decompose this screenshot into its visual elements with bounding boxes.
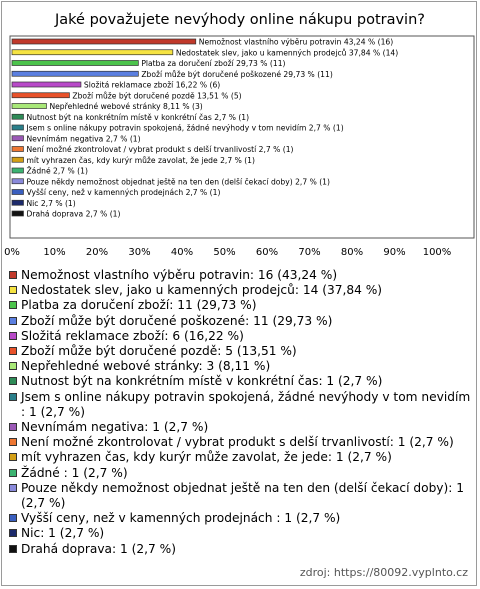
bar-label-0: Nemožnost vlastního výběru potravin 43,24 % (16)	[198, 37, 394, 47]
legend-item-6	[9, 359, 475, 374]
legend-item-16	[9, 542, 475, 557]
bar-label-3: Zboží může být doručené poškozené 29,73 % (11)	[141, 69, 333, 79]
bar-label-10: Není možné zkontrolovat / vybrat produkt s delší trvanlivostí 2,7 % (1)	[26, 145, 294, 154]
legend-swatch-6	[9, 362, 17, 370]
bar-14	[12, 190, 23, 195]
bar-label-1: Nedostatek slev, jako u kamenných prodejců 37,84 % (14)	[175, 48, 399, 58]
x-tick-label-1: 10%	[43, 247, 66, 258]
bar-label-13: Pouze někdy nemožnost objednat ještě na ten den (delší čekací doby) 2,7 % (1)	[26, 177, 330, 187]
x-tick-label-2: 20%	[85, 247, 109, 258]
chart-frame	[1, 1, 477, 586]
bar-8	[12, 125, 23, 130]
legend-item-1	[9, 283, 475, 298]
legend-swatch-2	[9, 301, 17, 309]
x-tick-label-5: 50%	[213, 247, 236, 258]
bar-label-15: Nic 2,7 % (1)	[26, 198, 76, 208]
legend-text-16: Drahá doprava: 1 (2,7 %)	[21, 541, 176, 556]
bar-6	[12, 104, 46, 109]
bar-16	[12, 211, 23, 216]
legend-text-10: Není možné zkontrolovat / vybrat produkt s delší trvanlivostí: 1 (2,7 %)	[21, 435, 454, 450]
legend-text-4: Složitá reklamace zboží: 6 (16,22 %)	[21, 328, 244, 343]
bar-12	[12, 168, 23, 173]
legend-text-3: Zboží může být doručené poškozené: 11 (29,73 %)	[21, 313, 333, 328]
legend-swatch-7	[9, 377, 17, 385]
bar-label-7: Nutnost být na konkrétním místě v konkrétní čas 2,7 % (1)	[26, 112, 250, 122]
legend-item-10	[9, 435, 475, 450]
legend-text-8: Jsem s online nákupy potravin spokojená, žádné nevýhody v tom nevidím : 1 (2,7 %)	[21, 389, 471, 419]
legend-item-12	[9, 466, 475, 481]
bar-label-16: Drahá doprava 2,7 % (1)	[26, 209, 121, 219]
legend-text-12: Žádné : 1 (2,7 %)	[21, 465, 128, 480]
legend-item-8	[9, 390, 475, 420]
bar-label-2: Platba za doručení zboží 29,73 % (11)	[141, 59, 286, 68]
legend-swatch-15	[9, 529, 17, 537]
legend-text-2: Platba za doručení zboží: 11 (29,73 %)	[21, 298, 257, 313]
legend-text-7: Nutnost být na konkrétním místě v konkrétní čas: 1 (2,7 %)	[21, 374, 383, 389]
bar-2	[12, 61, 138, 66]
x-tick-label-4: 40%	[170, 247, 194, 258]
bar-4	[12, 82, 81, 87]
legend-item-7	[9, 374, 475, 389]
x-tick-label-6: 60%	[255, 247, 279, 258]
x-tick-label-9: 90%	[383, 247, 406, 258]
legend-text-5: Zboží může být doručené pozdě: 5 (13,51 %)	[21, 344, 297, 359]
legend-item-9	[9, 420, 475, 435]
legend-swatch-8	[9, 393, 17, 401]
bar-chart	[2, 2, 478, 264]
x-tick-label-10: 100%	[422, 247, 452, 258]
legend-text-13: Pouze někdy nemožnost objednat ještě na ten den (delší čekací doby): 1 (2,7 %)	[21, 480, 465, 511]
bar-label-6: Nepřehledné webové stránky 8,11 % (3)	[49, 102, 203, 111]
bar-1	[12, 50, 173, 55]
x-tick-label-0: 0%	[4, 247, 20, 258]
legend-swatch-9	[9, 423, 17, 431]
legend-swatch-16	[9, 545, 17, 553]
legend-item-5	[9, 344, 475, 359]
bar-13	[12, 179, 23, 184]
bar-label-12: Žádné 2,7 % (1)	[26, 166, 88, 176]
bar-9	[12, 136, 23, 141]
legend-swatch-14	[9, 514, 17, 522]
legend-swatch-1	[9, 286, 17, 294]
bar-10	[12, 147, 23, 152]
x-tick-label-3: 30%	[128, 247, 151, 258]
legend-item-11	[9, 450, 475, 465]
bar-0	[12, 39, 196, 44]
legend-swatch-13	[9, 484, 17, 492]
legend-swatch-11	[9, 453, 17, 461]
bar-label-11: mít vyhrazen čas, kdy kurýr může zavolat, že jede 2,7 % (1)	[26, 155, 255, 165]
legend-text-11: mít vyhrazen čas, kdy kurýr může zavolat, že jede: 1 (2,7 %)	[21, 450, 392, 465]
bar-label-4: Složitá reklamace zboží 16,22 % (6)	[83, 80, 221, 90]
bar-label-9: Nevnímám negativa 2,7 % (1)	[26, 134, 141, 144]
legend-text-15: Nic: 1 (2,7 %)	[21, 526, 105, 541]
bar-5	[12, 93, 69, 98]
chart-title: Jaké považujete nevýhody online nákupu potravin?	[55, 12, 425, 28]
bar-label-14: Vyšší ceny, než v kamenných prodejnách 2,7 % (1)	[26, 188, 221, 197]
legend-text-9: Nevnímám negativa: 1 (2,7 %)	[21, 420, 209, 435]
legend-text-14: Vyšší ceny, než v kamenných prodejnách : 1 (2,7 %)	[21, 511, 341, 526]
legend-text-0: Nemožnost vlastního výběru potravin: 16 (43,24 %)	[21, 268, 338, 282]
legend-swatch-0	[9, 271, 17, 279]
bar-3	[12, 71, 138, 76]
x-tick-label-7: 70%	[298, 247, 321, 258]
bar-15	[12, 200, 23, 205]
legend-item-2	[9, 298, 475, 313]
bar-7	[12, 114, 23, 119]
legend-swatch-4	[9, 332, 17, 340]
legend-swatch-5	[9, 347, 17, 355]
bar-label-5: Zboží může být doručené pozdě 13,51 % (5)	[72, 91, 242, 101]
legend-text-6: Nepřehledné webové stránky: 3 (8,11 %)	[21, 359, 271, 374]
legend	[9, 268, 475, 557]
x-tick-label-8: 80%	[340, 247, 364, 258]
bar-label-8: Jsem s online nákupy potravin spokojená, žádné nevýhody v tom nevidím 2,7 % (1)	[26, 123, 344, 133]
legend-swatch-12	[9, 469, 17, 477]
legend-item-0	[9, 268, 475, 283]
bar-11	[12, 157, 23, 162]
legend-item-4	[9, 329, 475, 344]
legend-item-15	[9, 526, 475, 541]
legend-item-3	[9, 314, 475, 329]
legend-swatch-10	[9, 438, 17, 446]
legend-item-14	[9, 511, 475, 526]
legend-swatch-3	[9, 317, 17, 325]
source-credit: zdroj: https://80092.vyplnto.cz	[299, 566, 468, 579]
legend-text-1: Nedostatek slev, jako u kamenných prodejců: 14 (37,84 %)	[21, 283, 383, 298]
legend-item-13	[9, 481, 475, 511]
